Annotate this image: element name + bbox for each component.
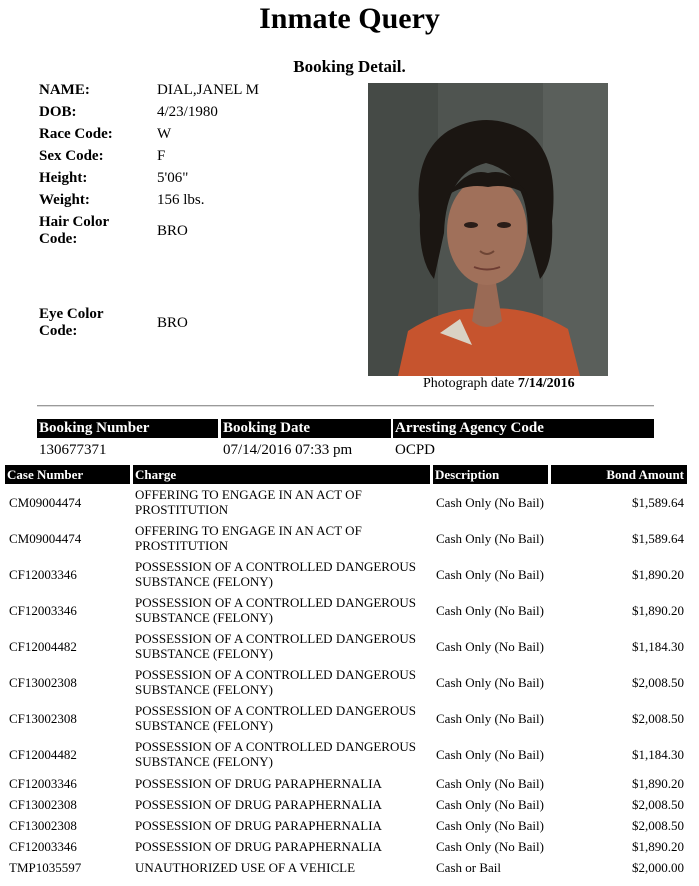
arresting-agency-header: Arresting Agency Code: [393, 419, 654, 438]
photo-caption: [423, 376, 575, 392]
hair-color-label: Hair Color Code:: [39, 214, 109, 247]
charge-text: POSSESSION OF DRUG PARAPHERNALIA: [135, 839, 382, 854]
name-label: NAME:: [39, 82, 90, 98]
case-number: CF12004482: [9, 639, 77, 654]
booking-number-value: 130677371: [39, 442, 107, 458]
page-title: Inmate Query: [259, 2, 440, 35]
bond-amount: $1,184.30: [632, 639, 684, 654]
case-number-header: Case Number: [5, 465, 130, 484]
bond-amount: $1,184.30: [632, 747, 684, 762]
charge-description: Cash Only (No Bail): [436, 567, 544, 582]
race-code-label: Race Code:: [39, 126, 113, 142]
eye-color-label: Eye Color Code:: [39, 306, 104, 339]
page-subtitle: Booking Detail.: [293, 57, 406, 76]
charge-header: Charge: [133, 465, 430, 484]
charge-description: Cash Only (No Bail): [436, 818, 544, 833]
weight-value: 156 lbs.: [157, 192, 205, 208]
charge-text: POSSESSION OF DRUG PARAPHERNALIA: [135, 776, 382, 791]
height-label: Height:: [39, 170, 88, 186]
sex-code-value: F: [157, 148, 166, 164]
charge-description: Cash Only (No Bail): [436, 639, 544, 654]
charge-description: Cash or Bail: [436, 860, 501, 875]
charge-description: Cash Only (No Bail): [436, 711, 544, 726]
charge-text: POSSESSION OF DRUG PARAPHERNALIA: [135, 797, 382, 812]
charge-description: Cash Only (No Bail): [436, 603, 544, 618]
photo-date: 7/14/2016: [517, 376, 575, 391]
bond-amount: $1,890.20: [632, 603, 684, 618]
charge-text: POSSESSION OF A CONTROLLED DANGEROUS SUBSTANCE (FELONY): [135, 739, 416, 769]
hair-color-value: BRO: [157, 223, 188, 239]
case-number: CF12003346: [9, 839, 77, 854]
weight-label: Weight:: [39, 192, 90, 208]
description-header: Description: [433, 465, 548, 484]
bond-amount: $1,589.64: [632, 495, 684, 510]
charge-description: Cash Only (No Bail): [436, 747, 544, 762]
arresting-agency-value: OCPD: [395, 442, 436, 458]
bond-amount-header: Bond Amount: [551, 465, 687, 484]
sex-code-label: Sex Code:: [39, 148, 104, 164]
case-number: CF13002308: [9, 797, 77, 812]
bond-amount: $1,890.20: [632, 839, 684, 854]
charge-description: Cash Only (No Bail): [436, 839, 544, 854]
case-number: CF12003346: [9, 603, 77, 618]
section-divider: [37, 405, 654, 407]
bond-amount: $1,890.20: [632, 567, 684, 582]
bond-amount: $2,008.50: [632, 818, 684, 833]
charge-description: Cash Only (No Bail): [436, 776, 544, 791]
charge-description: Cash Only (No Bail): [436, 675, 544, 690]
mugshot-image: [368, 83, 608, 376]
height-value: 5'06": [157, 170, 189, 186]
booking-date-header: Booking Date: [221, 419, 391, 438]
case-number: CF13002308: [9, 818, 77, 833]
charge-description: Cash Only (No Bail): [436, 797, 544, 812]
booking-number-header: Booking Number: [37, 419, 218, 438]
charge-description: Cash Only (No Bail): [436, 531, 544, 546]
charge-text: UNAUTHORIZED USE OF A VEHICLE: [135, 860, 356, 875]
case-number: CF13002308: [9, 711, 77, 726]
bond-amount: $2,008.50: [632, 797, 684, 812]
charge-text: POSSESSION OF A CONTROLLED DANGEROUS SUBSTANCE (FELONY): [135, 631, 416, 661]
case-number: CF12003346: [9, 776, 77, 791]
bond-amount: $2,000.00: [632, 860, 684, 875]
case-number: CF12003346: [9, 567, 77, 582]
bond-amount: $1,890.20: [632, 776, 684, 791]
case-number: CF13002308: [9, 675, 77, 690]
charge-text: POSSESSION OF A CONTROLLED DANGEROUS SUBSTANCE (FELONY): [135, 559, 416, 589]
photo-date-label: Photograph date: [423, 376, 515, 391]
case-number: CM09004474: [9, 531, 82, 546]
charge-text: OFFERING TO ENGAGE IN AN ACT OF PROSTITUTION: [135, 487, 362, 517]
bond-amount: $1,589.64: [632, 531, 684, 546]
charge-text: POSSESSION OF A CONTROLLED DANGEROUS SUBSTANCE (FELONY): [135, 595, 416, 625]
case-number: TMP1035597: [9, 860, 82, 875]
booking-date-value: 07/14/2016 07:33 pm: [223, 442, 353, 458]
name-value: DIAL,JANEL M: [157, 82, 259, 98]
charge-text: POSSESSION OF A CONTROLLED DANGEROUS SUBSTANCE (FELONY): [135, 667, 416, 697]
case-number: CM09004474: [9, 495, 82, 510]
dob-label: DOB:: [39, 104, 77, 120]
race-code-value: W: [157, 126, 172, 142]
charge-text: POSSESSION OF DRUG PARAPHERNALIA: [135, 818, 382, 833]
charge-description: Cash Only (No Bail): [436, 495, 544, 510]
inmate-photo: [368, 83, 608, 376]
bond-amount: $2,008.50: [632, 675, 684, 690]
dob-value: 4/23/1980: [157, 104, 218, 120]
charge-text: POSSESSION OF A CONTROLLED DANGEROUS SUBSTANCE (FELONY): [135, 703, 416, 733]
charge-text: OFFERING TO ENGAGE IN AN ACT OF PROSTITUTION: [135, 523, 362, 553]
case-number: CF12004482: [9, 747, 77, 762]
eye-color-value: BRO: [157, 315, 188, 331]
bond-amount: $2,008.50: [632, 711, 684, 726]
